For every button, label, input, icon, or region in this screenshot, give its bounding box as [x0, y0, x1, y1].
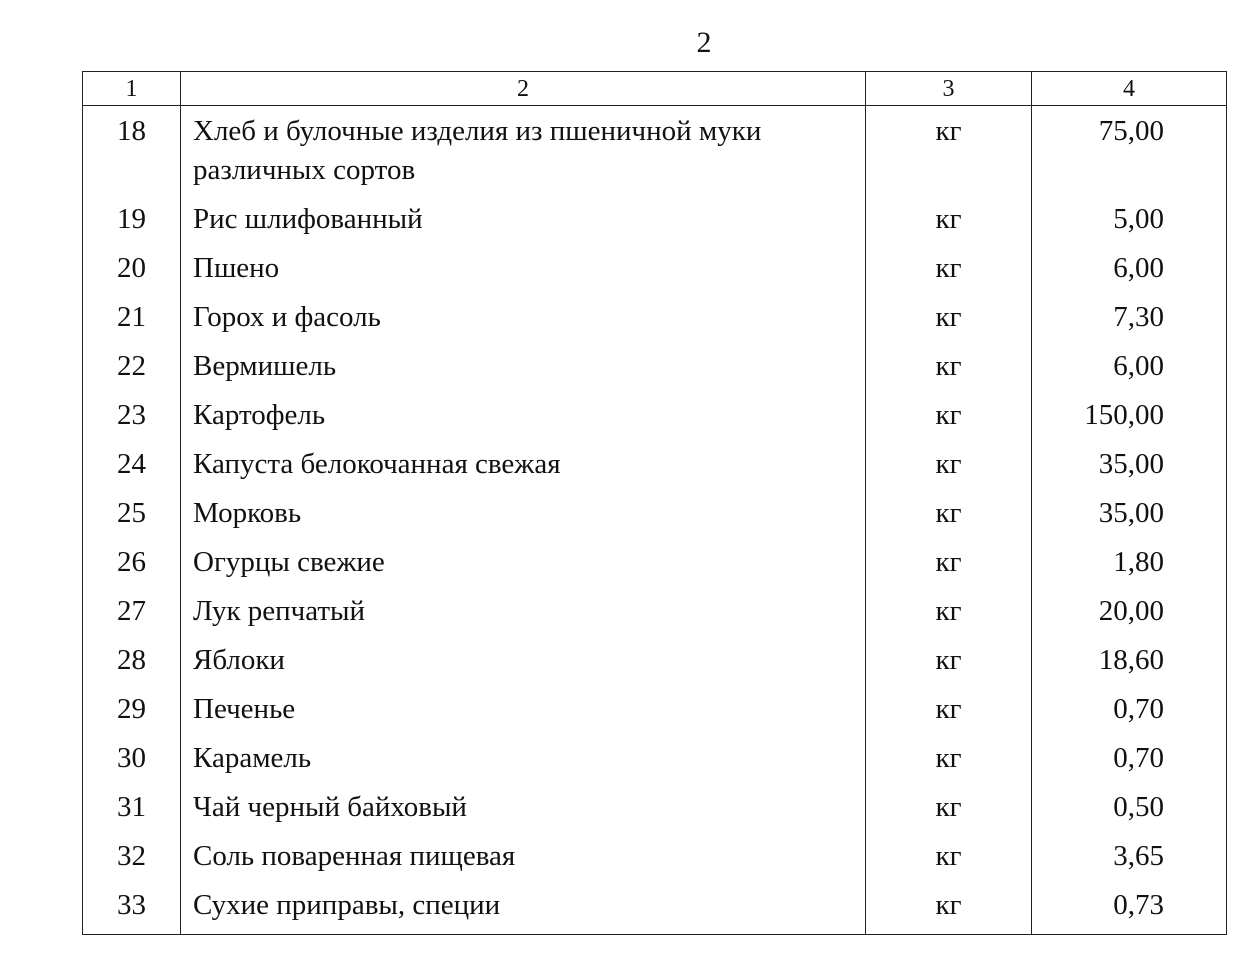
item-quantity: 7,30 — [1032, 293, 1227, 342]
item-name: Сухие приправы, специи — [181, 881, 866, 935]
table-row — [83, 832, 1227, 881]
item-unit: кг — [866, 244, 1032, 293]
item-name: Лук репчатый — [181, 587, 866, 636]
row-number: 21 — [83, 293, 181, 342]
item-name: Рис шлифованный — [181, 195, 866, 244]
item-unit: кг — [866, 587, 1032, 636]
item-name: Печенье — [181, 685, 866, 734]
item-name: Соль поваренная пищевая — [181, 832, 866, 881]
item-name: Карамель — [181, 734, 866, 783]
row-number: 31 — [83, 783, 181, 832]
item-name: Морковь — [181, 489, 866, 538]
item-quantity: 5,00 — [1032, 195, 1227, 244]
item-quantity: 35,00 — [1032, 489, 1227, 538]
item-unit: кг — [866, 538, 1032, 587]
row-number: 26 — [83, 538, 181, 587]
table-body — [83, 106, 1227, 935]
table-row — [83, 636, 1227, 685]
row-number: 28 — [83, 636, 181, 685]
item-quantity: 150,00 — [1032, 391, 1227, 440]
row-number: 25 — [83, 489, 181, 538]
page-number: 2 — [696, 26, 712, 59]
row-number: 19 — [83, 195, 181, 244]
item-unit: кг — [866, 832, 1032, 881]
table-row — [83, 881, 1227, 935]
table-row — [83, 195, 1227, 244]
table-row — [83, 734, 1227, 783]
item-unit: кг — [866, 685, 1032, 734]
table-row — [83, 391, 1227, 440]
item-unit: кг — [866, 391, 1032, 440]
table-row — [83, 293, 1227, 342]
item-name: Пшено — [181, 244, 866, 293]
item-name: Горох и фасоль — [181, 293, 866, 342]
item-quantity: 0,50 — [1032, 783, 1227, 832]
row-number: 30 — [83, 734, 181, 783]
item-name: Чай черный байховый — [181, 783, 866, 832]
table-row — [83, 538, 1227, 587]
item-unit: кг — [866, 636, 1032, 685]
item-unit: кг — [866, 734, 1032, 783]
item-unit: кг — [866, 881, 1032, 935]
item-name: Яблоки — [181, 636, 866, 685]
row-number: 29 — [83, 685, 181, 734]
item-unit: кг — [866, 195, 1032, 244]
table-row — [83, 440, 1227, 489]
item-name: Огурцы свежие — [181, 538, 866, 587]
row-number: 32 — [83, 832, 181, 881]
item-unit: кг — [866, 106, 1032, 196]
item-quantity: 18,60 — [1032, 636, 1227, 685]
table-row — [83, 783, 1227, 832]
item-quantity: 3,65 — [1032, 832, 1227, 881]
row-number: 22 — [83, 342, 181, 391]
header-col-3: 3 — [866, 72, 1032, 106]
item-unit: кг — [866, 440, 1032, 489]
row-number: 24 — [83, 440, 181, 489]
item-name: Вермишель — [181, 342, 866, 391]
table-row — [83, 244, 1227, 293]
item-unit: кг — [866, 783, 1032, 832]
item-name: Капуста белокочанная свежая — [181, 440, 866, 489]
table-row — [83, 106, 1227, 196]
table-row — [83, 489, 1227, 538]
table-row — [83, 587, 1227, 636]
item-name: Картофель — [181, 391, 866, 440]
item-quantity: 1,80 — [1032, 538, 1227, 587]
item-quantity: 35,00 — [1032, 440, 1227, 489]
row-number: 20 — [83, 244, 181, 293]
item-quantity: 6,00 — [1032, 244, 1227, 293]
item-unit: кг — [866, 342, 1032, 391]
item-unit: кг — [866, 489, 1032, 538]
row-number: 27 — [83, 587, 181, 636]
item-quantity: 0,70 — [1032, 734, 1227, 783]
header-col-2: 2 — [181, 72, 866, 106]
item-quantity: 6,00 — [1032, 342, 1227, 391]
item-unit: кг — [866, 293, 1032, 342]
item-quantity: 0,70 — [1032, 685, 1227, 734]
goods-table — [82, 71, 1227, 935]
item-quantity: 75,00 — [1032, 106, 1227, 196]
row-number: 18 — [83, 106, 181, 196]
header-row — [83, 72, 1227, 106]
table-header — [83, 72, 1227, 106]
item-quantity: 0,73 — [1032, 881, 1227, 935]
table-row — [83, 685, 1227, 734]
item-name: Хлеб и булочные изделия из пшеничной муки различных сортов — [181, 106, 866, 196]
header-col-4: 4 — [1032, 72, 1227, 106]
item-quantity: 20,00 — [1032, 587, 1227, 636]
table-row — [83, 342, 1227, 391]
row-number: 23 — [83, 391, 181, 440]
header-col-1: 1 — [83, 72, 181, 106]
row-number: 33 — [83, 881, 181, 935]
